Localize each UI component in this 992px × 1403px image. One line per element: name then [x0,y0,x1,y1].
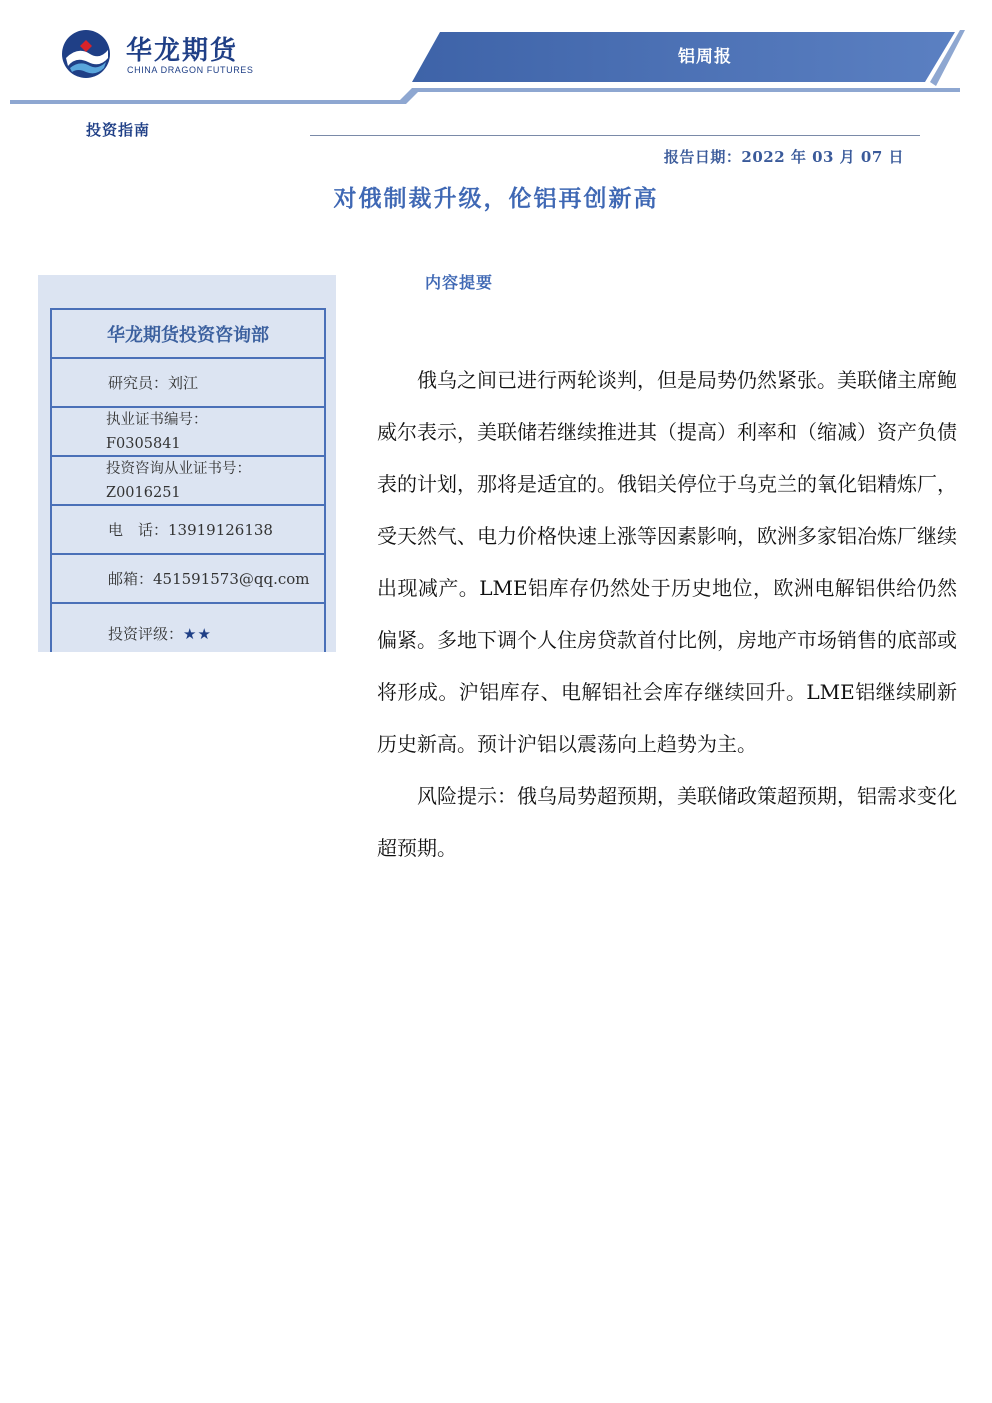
header-rule [310,135,920,136]
email-text: 邮箱：451591573@qq.com [108,570,310,588]
rating-label: 投资评级： [108,624,184,643]
rating-row [52,604,324,652]
license-number: F0305841 [106,435,181,452]
report-date: 报告日期：2022 年 03 月 07 日 [663,148,904,166]
rating-stars: ★★ [183,624,212,643]
analyst-text: 研究员：刘江 [108,374,199,392]
company-name-en: CHINA DRAGON FUTURES [127,65,254,75]
panel-heading: 华龙期货投资咨询部 [52,310,324,359]
analyst-row [52,359,324,408]
summary-heading: 内容提要 [425,273,494,292]
report-title: 对俄制裁升级，伦铝再创新高 [333,185,659,212]
license-row [52,408,324,457]
contact-panel [38,275,336,652]
consult-label: 投资咨询从业证书号： [106,460,251,477]
rating [108,623,324,644]
dragon-logo-icon [60,28,112,80]
company-name-cn: 华龙期货 [126,36,239,66]
consult-number: Z0016251 [106,484,181,501]
consult-row [52,457,324,506]
summary-paragraph: 俄乌之间已进行两轮谈判，但是局势仍然紧张。美联储主席鲍威尔表示，美联储若继续推进其（提高）利率和（缩减）资产负债表的计划，那将是适宜的。俄铝关停位于乌克兰的氧化铝精炼厂，受天然气、电力价格快速上涨等因素影响，欧洲多家铝冶炼厂继续出现减产。LME铝库存仍然处于历史地位，欧洲电解铝供给仍然偏紧。多地下调个人住房贷款首付比例，房地产市场销售的底部或将形成。沪铝库存、电解铝社会库存继续回升。LME铝继续刷新历史新高。预计沪铝以震荡向上趋势为主。 [377,368,957,756]
phone-row [52,506,324,555]
report-type: 铝周报 [678,47,732,67]
summary-body [377,354,957,874]
contact-table [50,308,326,652]
license-label: 执业证书编号： [106,411,208,428]
section-label: 投资指南 [86,121,151,139]
company-logo [60,28,260,80]
risk-paragraph: 风险提示：俄乌局势超预期，美联储政策超预期，铝需求变化超预期。 [377,784,957,860]
email-row [52,555,324,604]
phone-text: 电 话：13919126138 [108,521,273,539]
